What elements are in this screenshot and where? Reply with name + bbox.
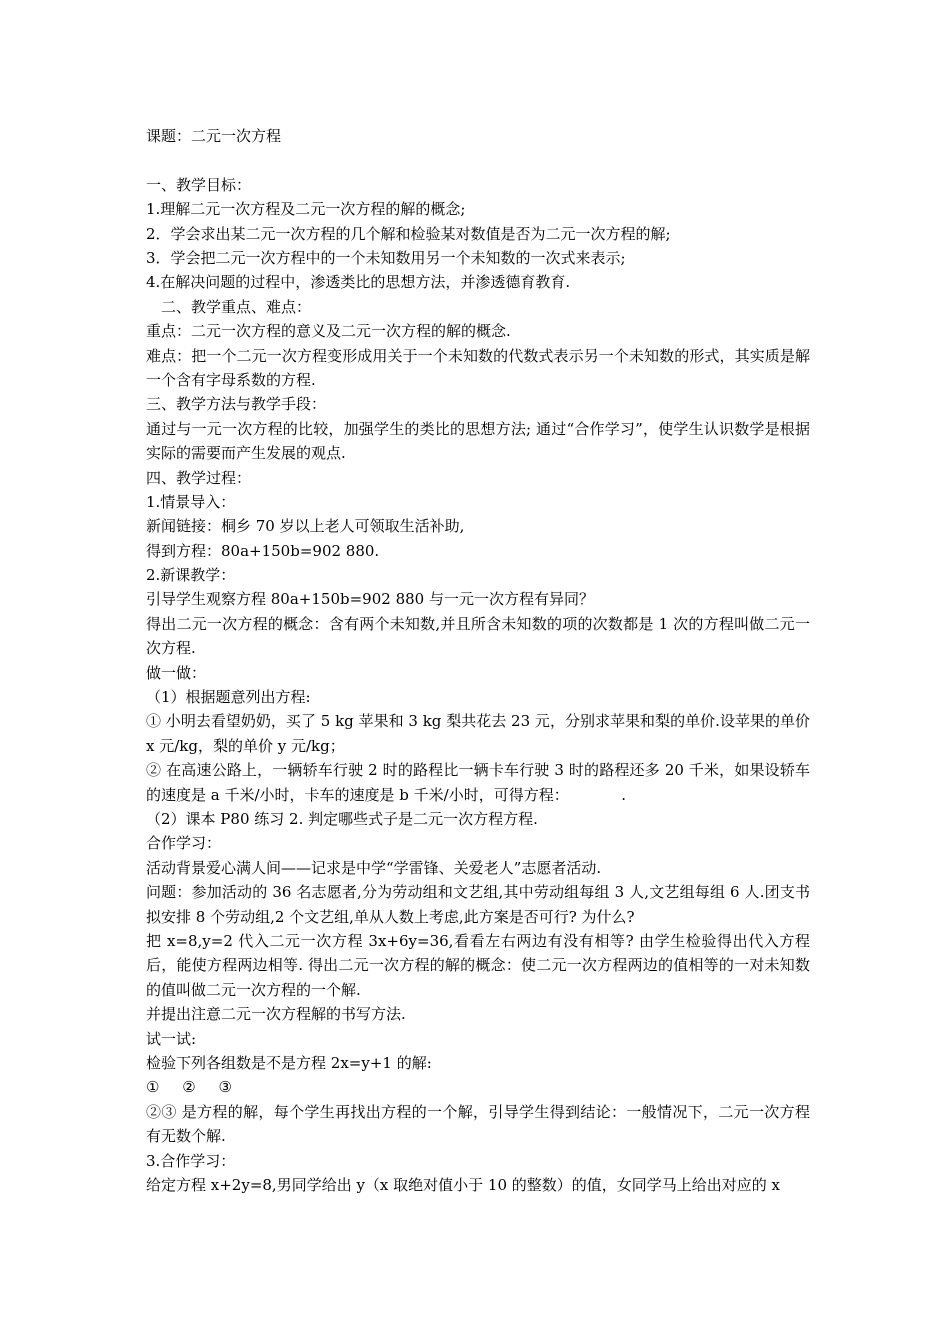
writing-note: 并提出注意二元一次方程解的书写方法.	[146, 1005, 406, 1024]
answer-options	[146, 1075, 810, 1099]
section-heading-key-points: 二、教学重点、难点：	[161, 297, 312, 316]
objective-4: 4.在解决问题的过程中，渗透类比的思想方法，并渗透德育教育.	[146, 273, 571, 292]
guide-observe: 引导学生观察方程 80a+150b=902 880 与一元一次方程有异同？	[146, 590, 594, 609]
option-1: ①	[146, 1078, 160, 1097]
methods-paragraph: 通过与一元一次方程的比较，加强学生的类比的思想方法; 通过“合作学习”，使学生认识数学是根据实际的需要而产生发展的观点.	[146, 419, 810, 463]
step-cooperative-heading: 3.合作学习：	[146, 1151, 236, 1170]
activity-background: 活动背景爱心满人间——记求是中学“学雷锋、关爱老人”志愿者活动.	[146, 858, 602, 877]
concept-definition: 得出二元一次方程的概念：含有两个未知数,并且所含未知数的项的次数都是 1 次的方程叫做二元一次方程.	[146, 614, 810, 658]
objective-1: 1.理解二元一次方程及二元一次方程的解的概念;	[146, 200, 466, 219]
objective-2: 2．学会求出某二元一次方程的几个解和检验某对数值是否为二元一次方程的解;	[146, 224, 671, 243]
section-heading-methods: 三、教学方法与教学手段：	[146, 395, 327, 414]
lesson-title: 课题：二元一次方程	[146, 127, 282, 145]
verify-instruction: 检验下列各组数是不是方程 2x=y+1 的解:	[146, 1054, 432, 1073]
option-2: ②	[182, 1078, 196, 1097]
news-link: 新闻链接：桐乡 70 岁以上老人可领取生活补助,	[146, 517, 465, 536]
task-1-item-1: ① 小明去看望奶奶，买了 5 kg 苹果和 3 kg 梨共花去 23 元，分别求苹果和梨的单价.设苹果的单价 x 元/kg，梨的单价 y 元/kg；	[146, 712, 810, 755]
task-1-item-2: ② 在高速公路上，一辆轿车行驶 2 时的路程比一辆卡车行驶 3 时的路程还多 20 千米，如果设轿车的速度是 a 千米/小时，卡车的速度是 b 千米/小时，可得方程： .	[146, 761, 810, 804]
option-3: ③	[218, 1078, 232, 1097]
section-heading-objectives: 一、教学目标：	[146, 175, 252, 194]
try-it-heading: 做一做：	[146, 663, 207, 682]
solution-concept-paragraph: 把 x=8,y=2 代入二元一次方程 3x+6y=36,看看左右两边有没有相等? 由学生检验得出代入方程后，能使方程两边相等. 得出二元一次方程的解的概念：使二元一次方程两边的值相等的一对未知数的值叫做二元一次方程的一个解.	[146, 932, 810, 999]
try-heading: 试一试:	[146, 1029, 197, 1048]
step-intro-heading: 1.情景导入：	[146, 492, 236, 511]
cooperative-learning-heading: 合作学习：	[146, 834, 222, 853]
key-point: 重点：二元一次方程的意义及二元一次方程的解的概念.	[146, 322, 511, 341]
problem-paragraph: 问题：参加活动的 36 名志愿者,分为劳动组和文艺组,其中劳动组每组 3 人,文艺组每组 6 人.团支书拟安排 8 个劳动组,2 个文艺组,单从人数上考虑,此方案是否可行? 为什么?	[146, 883, 810, 926]
equation-result: 得到方程：80a+150b=902 880.	[146, 541, 380, 560]
given-equation-line: 给定方程 x+2y=8,男同学给出 y（x 取绝对值小于 10 的整数）的值，女同学马上给出对应的 x	[146, 1176, 781, 1195]
step-new-lesson-heading: 2.新课教学：	[146, 566, 236, 585]
difficult-point: 难点：把一个二元一次方程变形成用关于一个未知数的代数式表示另一个未知数的形式，其实质是解一个含有字母系数的方程.	[146, 346, 810, 389]
section-heading-process: 四、教学过程：	[146, 468, 252, 487]
task-2: （2）课本 P80 练习 2. 判定哪些式子是二元一次方程方程.	[146, 810, 538, 829]
conclusion-paragraph: ②③ 是方程的解，每个学生再找出方程的一个解，引导学生得到结论：一般情况下，二元一次方程有无数个解.	[146, 1102, 810, 1146]
task-1-heading: （1）根据题意列出方程:	[146, 688, 311, 707]
objective-3: 3．学会把二元一次方程中的一个未知数用另一个未知数的一次式来表示;	[146, 248, 626, 267]
document-page	[146, 124, 810, 1197]
